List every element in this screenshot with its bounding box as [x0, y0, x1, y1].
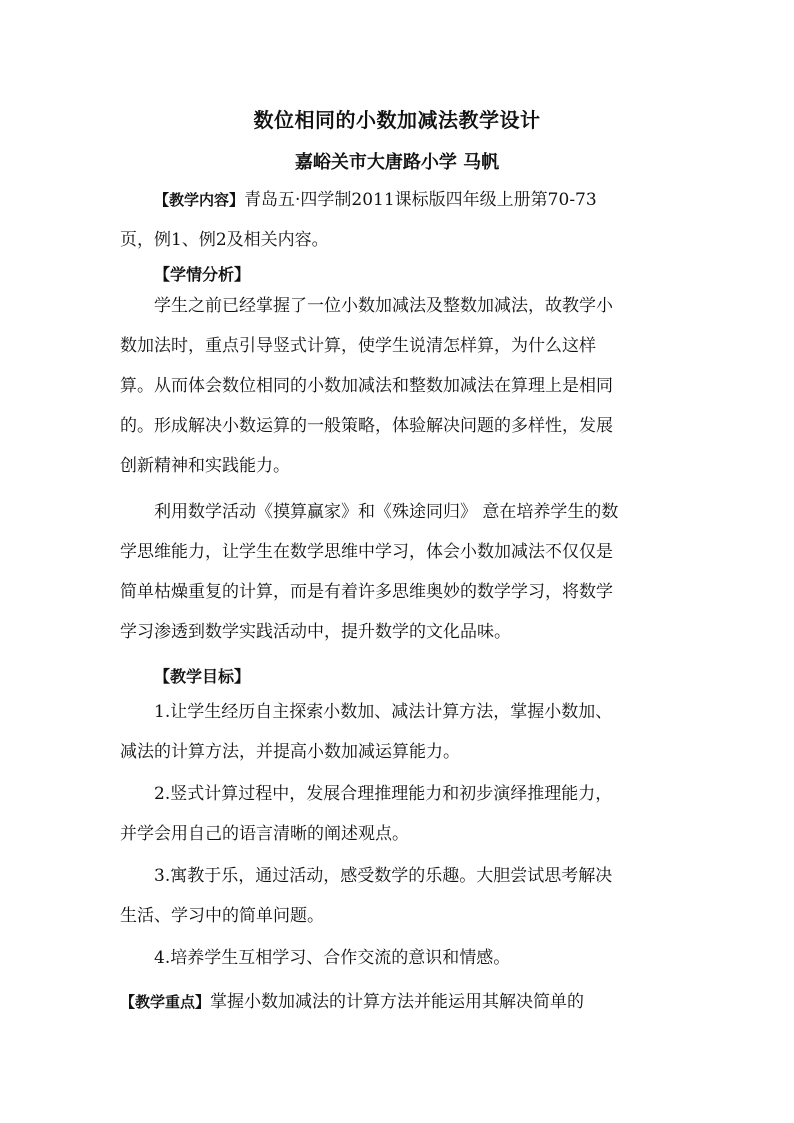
teaching-content-text-1: 青岛五·四学制2011课标版四年级上册第70-73 [244, 190, 597, 210]
key-points-line-1 [120, 982, 680, 1022]
objective-line: 减法的计算方法，并提高小数加减运算能力。 [120, 742, 460, 762]
document-title: 数位相同的小数加减法教学设计 [253, 108, 541, 132]
teaching-content-section [120, 180, 680, 260]
document-author: 嘉峪关市大唐路小学 马帆 [294, 152, 500, 173]
objective-line: 并学会用自己的语言清晰的阐述观点。 [120, 824, 409, 844]
situation-p1-line: 算。从而体会数位相同的小数加减法和整数加减法在算理上是相同 [120, 376, 613, 396]
situation-analysis-heading: 【学情分析】 [154, 265, 251, 284]
objective-line: 3.寓教于乐，通过活动，感受数学的乐趣。大胆尝试思考解决 [154, 866, 613, 886]
situation-p1-line: 学生之前已经掌握了一位小数加减法及整数加减法，故教学小 [154, 296, 613, 316]
key-points-text-1: 掌握小数加减法的计算方法并能运用其解决简单的 [210, 992, 585, 1012]
key-points-section [120, 982, 680, 1022]
situation-p2-line: 简单枯燥重复的计算，而是有着许多思维奥妙的数学学习，将数学 [120, 582, 613, 602]
objectives-heading: 【教学目标】 [154, 667, 251, 686]
situation-paragraph-1 [120, 286, 680, 486]
teaching-content-line-2: 页，例1、例2及相关内容。 [120, 230, 329, 250]
objective-item-3 [120, 856, 680, 936]
objective-line: 生活、学习中的简单问题。 [120, 906, 324, 926]
objective-line: 2.竖式计算过程中，发展合理推理能力和初步演绎推理能力， [154, 784, 613, 804]
situation-p1-line: 创新精神和实践能力。 [120, 456, 290, 476]
situation-p1-line: 的。形成解决小数运算的一般策略，体验解决问题的多样性，发展 [120, 416, 613, 436]
situation-p2-line: 利用数学活动《摸算赢家》和《殊途同归》 意在培养学生的数 [154, 502, 619, 522]
objective-item-4 [120, 938, 680, 978]
teaching-content-line-1 [120, 180, 680, 220]
objective-item-2 [120, 774, 680, 854]
situation-paragraph-2 [120, 492, 680, 652]
teaching-content-label: 【教学内容】 [154, 191, 245, 209]
situation-p2-line: 学习渗透到数学实践活动中，提升数学的文化品味。 [120, 622, 511, 642]
objective-line: 1.让学生经历自主探索小数加、减法计算方法，掌握小数加、 [154, 702, 613, 722]
key-points-label: 【教学重点】 [120, 993, 211, 1011]
situation-p2-line: 学思维能力，让学生在数学思维中学习，体会小数加减法不仅仅是 [120, 542, 613, 562]
situation-p1-line: 数加法时，重点引导竖式计算，使学生说清怎样算，为什么这样 [120, 336, 596, 356]
objective-item-1 [120, 692, 680, 772]
objective-line: 4.培养学生互相学习、合作交流的意识和情感。 [154, 948, 511, 968]
